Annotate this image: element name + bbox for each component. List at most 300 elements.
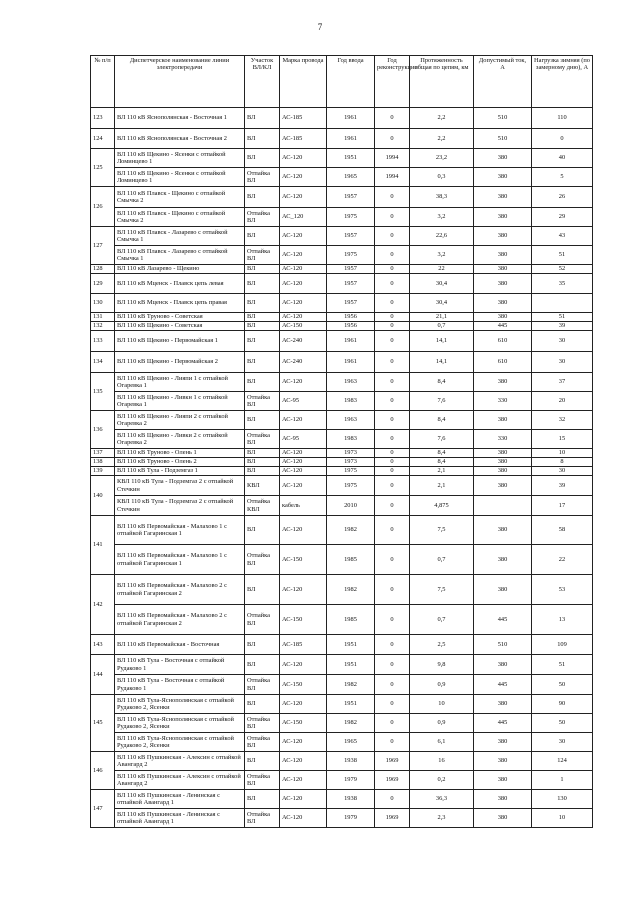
- wire-grade-cell: АС-185: [280, 129, 327, 149]
- year-reconstruction-cell: 1969: [375, 809, 410, 828]
- line-name-cell: ВЛ 110 кВ Тула-Яснополянская с отпайкой Рудаково 2, Ясенки: [115, 714, 245, 733]
- allowed-current-cell: 380: [474, 476, 532, 496]
- winter-load-cell: 39: [532, 322, 593, 331]
- length-cell: 36,3: [410, 790, 474, 809]
- year-commissioned-cell: 1957: [327, 294, 375, 313]
- line-name-cell: ВЛ 110 кВ Тула - Восточная с отпайкой Рудаково 1: [115, 655, 245, 675]
- allowed-current-cell: 380: [474, 575, 532, 605]
- allowed-current-cell: 380: [474, 313, 532, 322]
- winter-load-cell: 0: [532, 129, 593, 149]
- allowed-current-cell: 380: [474, 294, 532, 313]
- segment-cell: ВЛ: [245, 458, 280, 467]
- header-year-commissioned: Год ввода: [327, 56, 375, 108]
- segment-cell: ВЛ: [245, 752, 280, 771]
- winter-load-cell: 53: [532, 575, 593, 605]
- winter-load-cell: 17: [532, 496, 593, 516]
- line-name-cell: ВЛ 110 кВ Лазарево - Щекино: [115, 265, 245, 274]
- year-commissioned-cell: 1973: [327, 458, 375, 467]
- table-row: [91, 449, 593, 458]
- allowed-current-cell: 380: [474, 545, 532, 575]
- row-number-cell: 142: [91, 575, 115, 635]
- year-reconstruction-cell: 0: [375, 695, 410, 714]
- winter-load-cell: 10: [532, 809, 593, 828]
- winter-load-cell: 30: [532, 331, 593, 352]
- winter-load-cell: 90: [532, 695, 593, 714]
- length-cell: 8,4: [410, 411, 474, 430]
- winter-load-cell: 40: [532, 149, 593, 168]
- table-row: [91, 168, 593, 187]
- segment-cell: ВЛ: [245, 108, 280, 129]
- length-cell: 2,2: [410, 129, 474, 149]
- wire-grade-cell: кабель: [280, 496, 327, 516]
- winter-load-cell: 50: [532, 675, 593, 695]
- segment-cell: ВЛ: [245, 265, 280, 274]
- allowed-current-cell: 445: [474, 714, 532, 733]
- allowed-current-cell: 330: [474, 392, 532, 411]
- line-name-cell: ВЛ 110 кВ Тула-Яснополянская с отпайкой Рудаково 2, Ясенки: [115, 733, 245, 752]
- length-cell: 2,1: [410, 467, 474, 476]
- year-reconstruction-cell: 0: [375, 274, 410, 294]
- header-allowed-current: Допустимый ток, А: [474, 56, 532, 108]
- length-cell: 7,6: [410, 430, 474, 449]
- length-cell: 3,2: [410, 246, 474, 265]
- length-cell: 8,4: [410, 449, 474, 458]
- table-row: [91, 655, 593, 675]
- page-number: 7: [317, 22, 323, 32]
- table-row: [91, 790, 593, 809]
- segment-cell: ВЛ: [245, 655, 280, 675]
- segment-cell: ВЛ: [245, 227, 280, 246]
- line-name-cell: ВЛ 110 кВ Щекино - Ливки 2 с отпайкой Огаревка 2: [115, 430, 245, 449]
- table-row: [91, 771, 593, 790]
- year-commissioned-cell: 1951: [327, 149, 375, 168]
- row-number-cell: 143: [91, 635, 115, 655]
- allowed-current-cell: 510: [474, 129, 532, 149]
- length-cell: 16: [410, 752, 474, 771]
- length-cell: 14,1: [410, 352, 474, 373]
- winter-load-cell: 109: [532, 635, 593, 655]
- allowed-current-cell: 380: [474, 168, 532, 187]
- length-cell: 30,4: [410, 294, 474, 313]
- year-commissioned-cell: 1963: [327, 411, 375, 430]
- year-reconstruction-cell: 1969: [375, 752, 410, 771]
- line-name-cell: ВЛ 110 кВ Пушкинская - Ленинская с отпайкой Авангард 1: [115, 790, 245, 809]
- segment-cell: ВЛ: [245, 331, 280, 352]
- year-commissioned-cell: 1938: [327, 790, 375, 809]
- winter-load-cell: 51: [532, 655, 593, 675]
- year-reconstruction-cell: 0: [375, 187, 410, 208]
- row-number-cell: 131: [91, 313, 115, 322]
- wire-grade-cell: АС-120: [280, 265, 327, 274]
- year-reconstruction-cell: 0: [375, 322, 410, 331]
- length-cell: 7,5: [410, 575, 474, 605]
- table-row: [91, 246, 593, 265]
- table-row: [91, 458, 593, 467]
- line-name-cell: ВЛ 110 кВ Плавск - Щекино с отпайкой Смычка 2: [115, 187, 245, 208]
- year-reconstruction-cell: 0: [375, 675, 410, 695]
- segment-cell: ВЛ: [245, 352, 280, 373]
- year-reconstruction-cell: 0: [375, 605, 410, 635]
- allowed-current-cell: 445: [474, 605, 532, 635]
- winter-load-cell: 30: [532, 352, 593, 373]
- line-name-cell: ВЛ 110 кВ Первомайская - Восточная: [115, 635, 245, 655]
- year-reconstruction-cell: 0: [375, 575, 410, 605]
- table-header-row: [91, 56, 593, 108]
- wire-grade-cell: АС-120: [280, 149, 327, 168]
- allowed-current-cell: 380: [474, 208, 532, 227]
- header-wire-grade: Марка провода: [280, 56, 327, 108]
- segment-cell: ВЛ: [245, 322, 280, 331]
- year-reconstruction-cell: 0: [375, 294, 410, 313]
- wire-grade-cell: АС-120: [280, 467, 327, 476]
- allowed-current-cell: 380: [474, 274, 532, 294]
- row-number-cell: 135: [91, 373, 115, 411]
- year-reconstruction-cell: 0: [375, 496, 410, 516]
- year-reconstruction-cell: 0: [375, 352, 410, 373]
- line-name-cell: ВЛ 110 кВ Пушкинская - Алексин с отпайкой Авангард 2: [115, 771, 245, 790]
- segment-cell: Отпайка ВЛ: [245, 168, 280, 187]
- year-commissioned-cell: 1982: [327, 714, 375, 733]
- winter-load-cell: 51: [532, 313, 593, 322]
- year-commissioned-cell: 1961: [327, 331, 375, 352]
- table-row: [91, 352, 593, 373]
- segment-cell: ВЛ: [245, 373, 280, 392]
- length-cell: 0,7: [410, 545, 474, 575]
- wire-grade-cell: АС-185: [280, 108, 327, 129]
- allowed-current-cell: 380: [474, 771, 532, 790]
- year-commissioned-cell: 1983: [327, 430, 375, 449]
- line-name-cell: ВЛ 110 кВ Тула - Восточная с отпайкой Рудаково 1: [115, 675, 245, 695]
- allowed-current-cell: [474, 496, 532, 516]
- year-commissioned-cell: 1961: [327, 108, 375, 129]
- segment-cell: Отпайка ВЛ: [245, 545, 280, 575]
- allowed-current-cell: 380: [474, 373, 532, 392]
- allowed-current-cell: 380: [474, 265, 532, 274]
- segment-cell: Отпайка ВЛ: [245, 714, 280, 733]
- segment-cell: ВЛ: [245, 187, 280, 208]
- wire-grade-cell: АС-150: [280, 545, 327, 575]
- segment-cell: Отпайка ВЛ: [245, 809, 280, 828]
- winter-load-cell: [532, 294, 593, 313]
- row-number-cell: 136: [91, 411, 115, 449]
- wire-grade-cell: АС-150: [280, 605, 327, 635]
- table-row: [91, 476, 593, 496]
- wire-grade-cell: АС-120: [280, 809, 327, 828]
- length-cell: 38,3: [410, 187, 474, 208]
- year-commissioned-cell: 1975: [327, 467, 375, 476]
- year-reconstruction-cell: 0: [375, 313, 410, 322]
- allowed-current-cell: 380: [474, 655, 532, 675]
- segment-cell: ВЛ: [245, 695, 280, 714]
- winter-load-cell: 1: [532, 771, 593, 790]
- wire-grade-cell: АС-120: [280, 373, 327, 392]
- wire-grade-cell: АС-120: [280, 294, 327, 313]
- line-name-cell: ВЛ 110 кВ Яснополянская - Восточная 1: [115, 108, 245, 129]
- year-commissioned-cell: 1956: [327, 322, 375, 331]
- segment-cell: ВЛ: [245, 313, 280, 322]
- winter-load-cell: 130: [532, 790, 593, 809]
- wire-grade-cell: АС-95: [280, 430, 327, 449]
- length-cell: 2,3: [410, 809, 474, 828]
- length-cell: 14,1: [410, 331, 474, 352]
- allowed-current-cell: 610: [474, 352, 532, 373]
- table-row: [91, 227, 593, 246]
- line-name-cell: ВЛ 110 кВ Пушкинская - Ленинская с отпайкой Авангард 1: [115, 809, 245, 828]
- table-row: [91, 467, 593, 476]
- table-row: [91, 635, 593, 655]
- wire-grade-cell: АС-120: [280, 476, 327, 496]
- table-row: [91, 265, 593, 274]
- year-commissioned-cell: 1956: [327, 313, 375, 322]
- wire-grade-cell: АС-120: [280, 274, 327, 294]
- table-row: [91, 129, 593, 149]
- wire-grade-cell: АС-120: [280, 227, 327, 246]
- winter-load-cell: 110: [532, 108, 593, 129]
- winter-load-cell: 39: [532, 476, 593, 496]
- segment-cell: ВЛ: [245, 129, 280, 149]
- segment-cell: Отпайка КВЛ: [245, 496, 280, 516]
- segment-cell: ВЛ: [245, 575, 280, 605]
- allowed-current-cell: 380: [474, 411, 532, 430]
- length-cell: 2,1: [410, 476, 474, 496]
- row-number-cell: 145: [91, 695, 115, 752]
- line-name-cell: ВЛ 110 кВ Щекино - Первомайская 1: [115, 331, 245, 352]
- wire-grade-cell: АС_120: [280, 208, 327, 227]
- row-number-cell: 137: [91, 449, 115, 458]
- line-name-cell: ВЛ 110 кВ Тула-Яснополянская с отпайкой Рудаково 2, Ясенки: [115, 695, 245, 714]
- length-cell: 6,1: [410, 733, 474, 752]
- winter-load-cell: 10: [532, 449, 593, 458]
- winter-load-cell: 30: [532, 467, 593, 476]
- year-reconstruction-cell: 0: [375, 430, 410, 449]
- year-reconstruction-cell: 0: [375, 265, 410, 274]
- table-row: [91, 274, 593, 294]
- wire-grade-cell: АС-150: [280, 714, 327, 733]
- line-name-cell: ВЛ 110 кВ Первомайская - Малахово 1 с отпайкой Гагаринская 1: [115, 545, 245, 575]
- year-commissioned-cell: 2010: [327, 496, 375, 516]
- year-reconstruction-cell: 0: [375, 655, 410, 675]
- year-reconstruction-cell: 0: [375, 227, 410, 246]
- wire-grade-cell: АС-240: [280, 352, 327, 373]
- line-name-cell: ВЛ 110 кВ Щекино - Первомайская 2: [115, 352, 245, 373]
- line-name-cell: ВЛ 110 кВ Яснополянская - Восточная 2: [115, 129, 245, 149]
- segment-cell: Отпайка ВЛ: [245, 208, 280, 227]
- year-reconstruction-cell: 0: [375, 733, 410, 752]
- table-row: [91, 752, 593, 771]
- length-cell: 0,2: [410, 771, 474, 790]
- year-commissioned-cell: 1951: [327, 655, 375, 675]
- line-name-cell: ВЛ 110 кВ Тула - Подземгаз 1: [115, 467, 245, 476]
- row-number-cell: 133: [91, 331, 115, 352]
- table-row: [91, 575, 593, 605]
- winter-load-cell: 15: [532, 430, 593, 449]
- year-reconstruction-cell: 0: [375, 790, 410, 809]
- table-row: [91, 322, 593, 331]
- wire-grade-cell: АС-185: [280, 635, 327, 655]
- wire-grade-cell: АС-120: [280, 246, 327, 265]
- winter-load-cell: 35: [532, 274, 593, 294]
- winter-load-cell: 5: [532, 168, 593, 187]
- allowed-current-cell: 380: [474, 695, 532, 714]
- year-commissioned-cell: 1979: [327, 771, 375, 790]
- table-row: [91, 809, 593, 828]
- header-line-name: Диспетчерское наименование линии электропередачи: [115, 56, 245, 108]
- wire-grade-cell: АС-120: [280, 458, 327, 467]
- table-row: [91, 605, 593, 635]
- winter-load-cell: 52: [532, 265, 593, 274]
- row-number-cell: 146: [91, 752, 115, 790]
- year-commissioned-cell: 1961: [327, 129, 375, 149]
- line-name-cell: ВЛ 110 кВ Труново - Олень 2: [115, 458, 245, 467]
- row-number-cell: 144: [91, 655, 115, 695]
- allowed-current-cell: 380: [474, 187, 532, 208]
- winter-load-cell: 29: [532, 208, 593, 227]
- winter-load-cell: 30: [532, 733, 593, 752]
- allowed-current-cell: 380: [474, 516, 532, 545]
- year-reconstruction-cell: 0: [375, 411, 410, 430]
- allowed-current-cell: 510: [474, 635, 532, 655]
- allowed-current-cell: 380: [474, 467, 532, 476]
- year-commissioned-cell: 1965: [327, 168, 375, 187]
- segment-cell: ВЛ: [245, 411, 280, 430]
- table-row: [91, 675, 593, 695]
- year-commissioned-cell: 1975: [327, 246, 375, 265]
- table-row: [91, 187, 593, 208]
- length-cell: 8,4: [410, 373, 474, 392]
- allowed-current-cell: 380: [474, 227, 532, 246]
- year-reconstruction-cell: 0: [375, 208, 410, 227]
- length-cell: 2,5: [410, 635, 474, 655]
- wire-grade-cell: АС-120: [280, 187, 327, 208]
- segment-cell: ВЛ: [245, 467, 280, 476]
- table-row: [91, 331, 593, 352]
- year-commissioned-cell: 1982: [327, 516, 375, 545]
- winter-load-cell: 58: [532, 516, 593, 545]
- year-reconstruction-cell: 0: [375, 449, 410, 458]
- segment-cell: ВЛ: [245, 294, 280, 313]
- length-cell: 2,2: [410, 108, 474, 129]
- line-name-cell: КВЛ 110 кВ Тула - Подземгаз 2 с отпайкой Стечкин: [115, 476, 245, 496]
- year-commissioned-cell: 1957: [327, 227, 375, 246]
- line-name-cell: ВЛ 110 кВ Плавск - Щекино с отпайкой Смычка 2: [115, 208, 245, 227]
- line-name-cell: ВЛ 110 кВ Щекино - Ясенки с отпайкой Ломинцево 1: [115, 149, 245, 168]
- row-number-cell: 123: [91, 108, 115, 129]
- year-commissioned-cell: 1938: [327, 752, 375, 771]
- row-number-cell: 130: [91, 294, 115, 313]
- line-name-cell: ВЛ 110 кВ Щекино - Ливкн 1 с отпайкой Огаревка 1: [115, 392, 245, 411]
- year-commissioned-cell: 1985: [327, 545, 375, 575]
- row-number-cell: 134: [91, 352, 115, 373]
- year-commissioned-cell: 1973: [327, 449, 375, 458]
- length-cell: 8,4: [410, 458, 474, 467]
- winter-load-cell: 26: [532, 187, 593, 208]
- table-row: [91, 516, 593, 545]
- table-row: [91, 695, 593, 714]
- year-commissioned-cell: 1961: [327, 352, 375, 373]
- allowed-current-cell: 445: [474, 675, 532, 695]
- wire-grade-cell: АС-120: [280, 752, 327, 771]
- year-reconstruction-cell: 0: [375, 476, 410, 496]
- segment-cell: Отпайка ВЛ: [245, 771, 280, 790]
- segment-cell: ВЛ: [245, 516, 280, 545]
- year-reconstruction-cell: 0: [375, 516, 410, 545]
- allowed-current-cell: 380: [474, 449, 532, 458]
- length-cell: 4,875: [410, 496, 474, 516]
- length-cell: 10: [410, 695, 474, 714]
- length-cell: 0,9: [410, 675, 474, 695]
- table-row: [91, 208, 593, 227]
- row-number-cell: 132: [91, 322, 115, 331]
- row-number-cell: 127: [91, 227, 115, 265]
- wire-grade-cell: АС-120: [280, 733, 327, 752]
- year-commissioned-cell: 1957: [327, 265, 375, 274]
- table-body: [91, 108, 593, 828]
- row-number-cell: 139: [91, 467, 115, 476]
- length-cell: 22,6: [410, 227, 474, 246]
- row-number-cell: 125: [91, 149, 115, 187]
- winter-load-cell: 32: [532, 411, 593, 430]
- line-name-cell: ВЛ 110 кВ Первомайская - Малахово 1 с отпайкой Гагаринская 1: [115, 516, 245, 545]
- winter-load-cell: 22: [532, 545, 593, 575]
- year-reconstruction-cell: 0: [375, 246, 410, 265]
- segment-cell: ВЛ: [245, 790, 280, 809]
- segment-cell: Отпайка ВЛ: [245, 675, 280, 695]
- header-year-reconstruction: Год реконструкции: [375, 56, 410, 108]
- table-row: [91, 108, 593, 129]
- line-name-cell: ВЛ 110 кВ Плавск - Лазарево с отпайкой Смычка 1: [115, 227, 245, 246]
- table-row: [91, 496, 593, 516]
- year-commissioned-cell: 1951: [327, 635, 375, 655]
- wire-grade-cell: АС-120: [280, 516, 327, 545]
- header-winter-load: Нагрузка зимняя (по замерному дню), А: [532, 56, 593, 108]
- length-cell: 3,2: [410, 208, 474, 227]
- table-row: [91, 545, 593, 575]
- length-cell: 21,1: [410, 313, 474, 322]
- year-reconstruction-cell: 0: [375, 467, 410, 476]
- allowed-current-cell: 445: [474, 322, 532, 331]
- wire-grade-cell: АС-120: [280, 655, 327, 675]
- wire-grade-cell: АС-120: [280, 695, 327, 714]
- row-number-cell: 124: [91, 129, 115, 149]
- year-reconstruction-cell: 1994: [375, 149, 410, 168]
- segment-cell: Отпайка ВЛ: [245, 430, 280, 449]
- table-row: [91, 294, 593, 313]
- wire-grade-cell: АС-120: [280, 411, 327, 430]
- wire-grade-cell: АС-120: [280, 575, 327, 605]
- segment-cell: КВЛ: [245, 476, 280, 496]
- year-commissioned-cell: 1965: [327, 733, 375, 752]
- year-commissioned-cell: 1982: [327, 675, 375, 695]
- allowed-current-cell: 380: [474, 752, 532, 771]
- year-commissioned-cell: 1957: [327, 187, 375, 208]
- allowed-current-cell: 610: [474, 331, 532, 352]
- header-number: № п/п: [91, 56, 115, 108]
- year-commissioned-cell: 1975: [327, 476, 375, 496]
- allowed-current-cell: 380: [474, 790, 532, 809]
- length-cell: 23,2: [410, 149, 474, 168]
- line-name-cell: ВЛ 110 кВ Щекино - Советская: [115, 322, 245, 331]
- row-number-cell: 140: [91, 476, 115, 516]
- winter-load-cell: 50: [532, 714, 593, 733]
- year-commissioned-cell: 1983: [327, 392, 375, 411]
- line-name-cell: ВЛ 110 кВ Щекино - Лияпи 1 с отпайкой Огаревка 1: [115, 373, 245, 392]
- year-commissioned-cell: 1985: [327, 605, 375, 635]
- line-name-cell: ВЛ 110 кВ Плавск - Лазарево с отпайкой Смычка 1: [115, 246, 245, 265]
- line-name-cell: ВЛ 110 кВ Труново - Олень 1: [115, 449, 245, 458]
- line-name-cell: КВЛ 110 кВ Тула - Подземгаз 2 с отпайкой Стечкин: [115, 496, 245, 516]
- length-cell: 7,5: [410, 516, 474, 545]
- length-cell: 9,8: [410, 655, 474, 675]
